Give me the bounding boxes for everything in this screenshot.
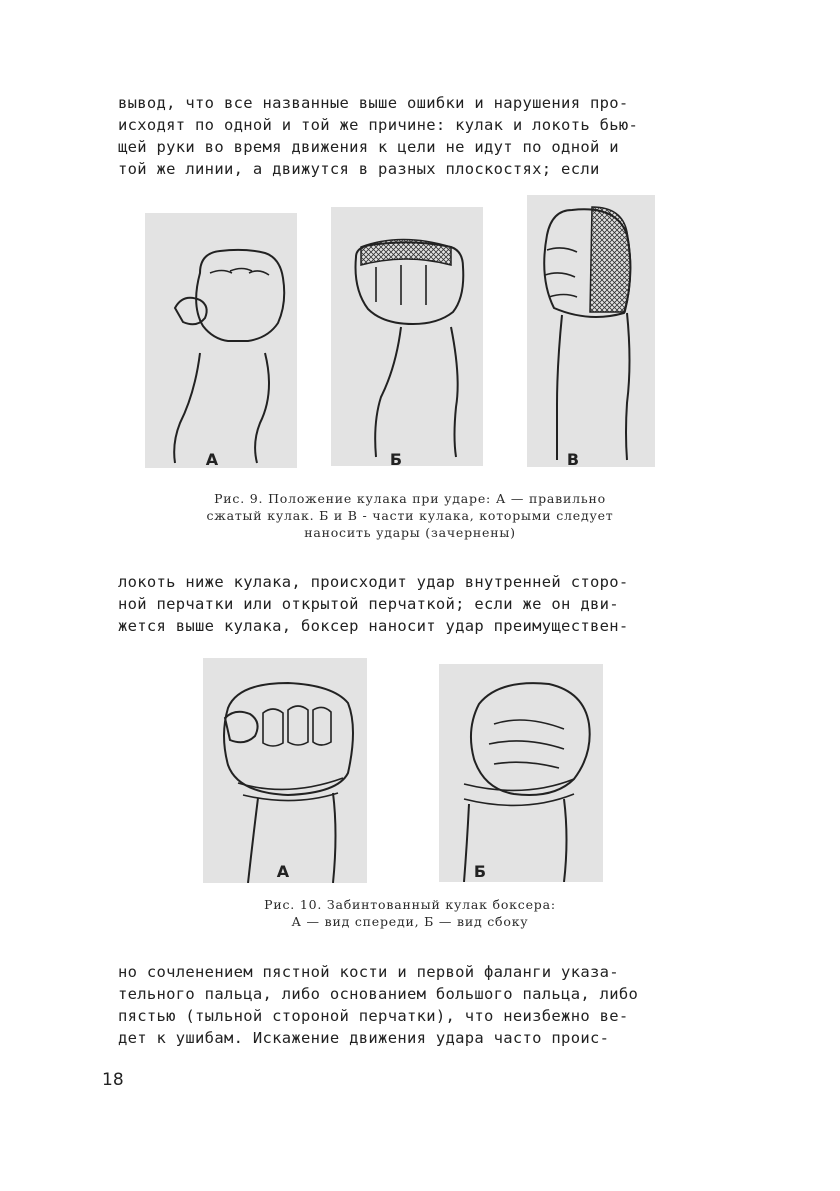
figure9-image-a	[145, 213, 297, 468]
paragraph-top	[118, 92, 698, 180]
paragraph-middle	[118, 571, 698, 637]
text-line: локоть ниже кулака, происходит удар внутренней сторо-	[118, 573, 629, 591]
figure9-image-b	[331, 207, 483, 466]
caption-line: А — вид спереди, Б — вид сбоку	[291, 914, 529, 929]
caption-line: наносить удары (зачернены)	[304, 525, 516, 540]
figure9-caption	[140, 490, 680, 541]
figure9-image-c	[527, 195, 655, 467]
text-line: пястью (тыльной стороной перчатки), что неизбежно ве-	[118, 1007, 629, 1025]
caption-line: сжатый кулак. Б и В - части кулака, которыми следует	[206, 508, 614, 523]
bandaged-fist-side-illustration	[439, 664, 603, 882]
page-number: 18	[102, 1070, 124, 1090]
text-line: ной перчатки или открытой перчаткой; если же он дви-	[118, 595, 619, 613]
figure10-label-a: А	[276, 862, 290, 881]
text-line: вывод, что все названные выше ошибки и нарушения про-	[118, 94, 629, 112]
figure10-caption	[200, 896, 620, 930]
fist-palm-side-shaded-illustration	[527, 195, 655, 467]
bandaged-fist-front-illustration	[203, 658, 367, 883]
figure9-label-b: Б	[389, 450, 403, 469]
text-line: тельного пальца, либо основанием большого пальца, либо	[118, 985, 639, 1003]
caption-line: Рис. 10. Забинтованный кулак боксера:	[264, 897, 556, 912]
text-line: дет к ушибам. Искажение движения удара часто проис-	[118, 1029, 610, 1047]
figure10-image-a	[203, 658, 367, 883]
figure9-label-c: В	[566, 450, 580, 469]
figure9-label-a: А	[205, 450, 219, 469]
text-line: жется выше кулака, боксер наносит удар преимуществен-	[118, 617, 629, 635]
text-line: щей руки во время движения к цели не идут по одной и	[118, 138, 619, 156]
text-line: но сочленением пястной кости и первой фаланги указа-	[118, 963, 619, 981]
text-line: исходят по одной и той же причине: кулак и локоть бью-	[118, 116, 639, 134]
fist-front-illustration	[145, 213, 297, 468]
fist-knuckles-shaded-illustration	[331, 207, 483, 466]
paragraph-bottom	[118, 961, 698, 1049]
caption-line: Рис. 9. Положение кулака при ударе: А — правильно	[214, 491, 606, 506]
text-line: той же линии, а движутся в разных плоскостях; если	[118, 160, 600, 178]
figure10-image-b	[439, 664, 603, 882]
figure10-label-b: Б	[473, 862, 487, 881]
